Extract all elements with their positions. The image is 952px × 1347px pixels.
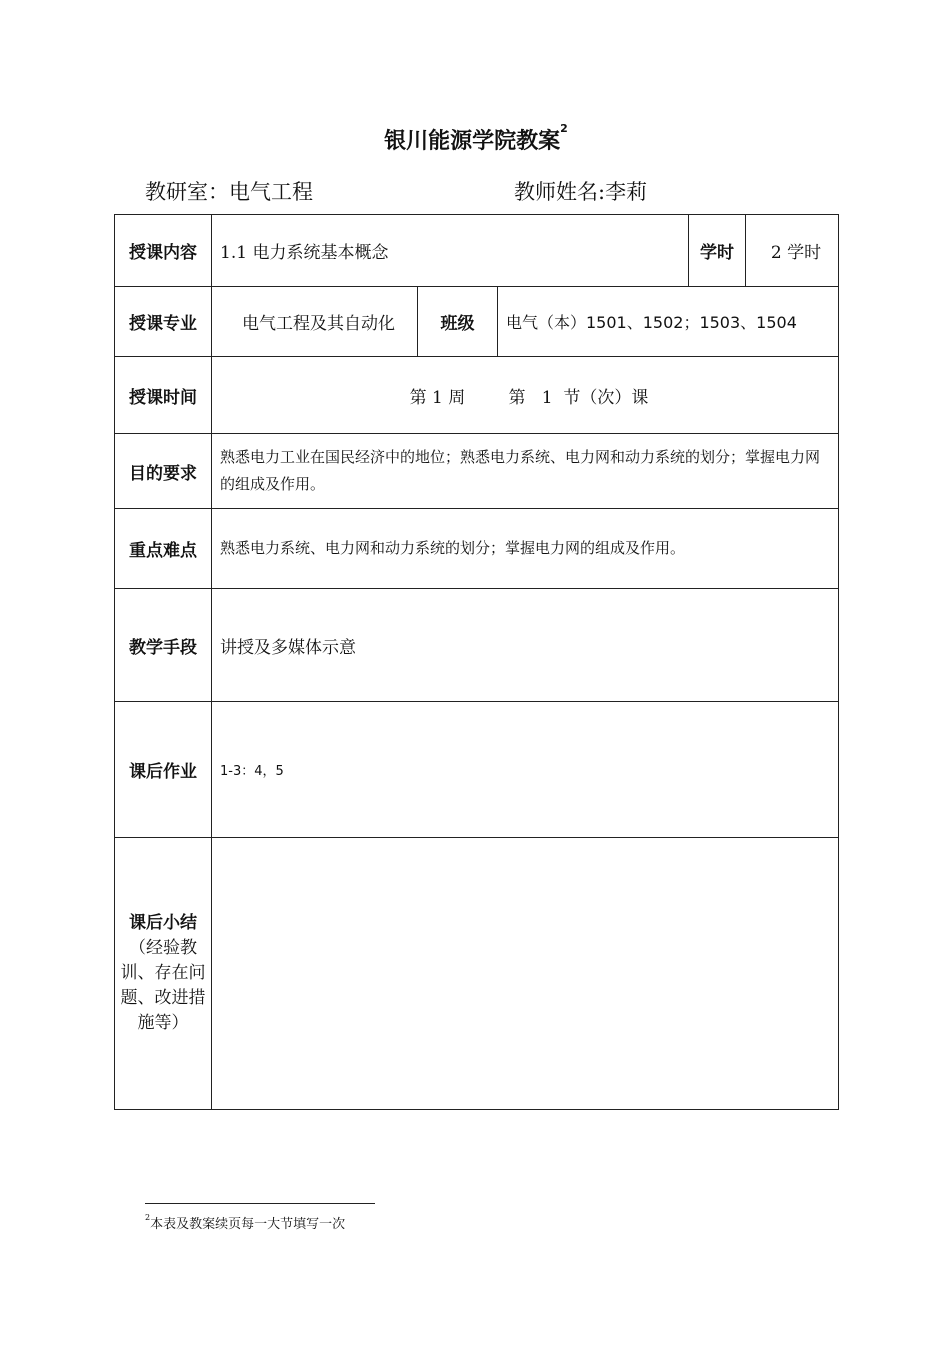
goal-value: 熟悉电力工业在国民经济中的地位；熟悉电力系统、电力网和动力系统的划分；掌握电力网的组成及作用。 [212, 434, 839, 509]
homework-label: 课后作业 [115, 702, 212, 838]
major-label: 授课专业 [115, 287, 212, 357]
method-label: 教学手段 [115, 589, 212, 702]
hours-value: 2 学时 [746, 215, 839, 287]
time-label: 授课时间 [115, 357, 212, 434]
class-value: 电气（本）1501、1502；1503、1504 [498, 287, 839, 357]
footnote-marker: 2 [560, 122, 568, 135]
goal-label: 目的要求 [115, 434, 212, 509]
table-row [115, 215, 839, 287]
homework-value: 1-3：4，5 [212, 702, 839, 838]
method-value: 讲授及多媒体示意 [212, 589, 839, 702]
table-row [115, 838, 839, 1110]
summary-label-cell [115, 838, 212, 1110]
table-row [115, 357, 839, 434]
key-value: 熟悉电力系统、电力网和动力系统的划分；掌握电力网的组成及作用。 [212, 509, 839, 589]
footnote-text: 本表及教案续页每一大节填写一次 [150, 1217, 346, 1232]
title-text: 银川能源学院教案 [384, 129, 561, 154]
table-row [115, 702, 839, 838]
lesson-plan-table [114, 214, 839, 1110]
footnote-divider [145, 1203, 375, 1204]
summary-note: （经验教训、存在问题、改进措施等） [120, 938, 206, 1033]
table-row [115, 509, 839, 589]
class-label: 班级 [418, 287, 498, 357]
summary-label: 课后小结 [129, 913, 197, 933]
table-row [115, 434, 839, 509]
content-value: 1.1 电力系统基本概念 [212, 215, 689, 287]
hours-label: 学时 [689, 215, 746, 287]
content-label: 授课内容 [115, 215, 212, 287]
key-label: 重点难点 [115, 509, 212, 589]
department-field: 教研室：电气工程 [145, 180, 313, 204]
table-row [115, 287, 839, 357]
document-title [0, 124, 952, 155]
footnote-mark: 2 [145, 1213, 151, 1222]
major-value: 电气工程及其自动化 [212, 287, 418, 357]
teacher-field: 教师姓名:李莉 [514, 180, 648, 204]
summary-value [212, 838, 839, 1110]
table-row [115, 589, 839, 702]
time-value: 第 1 周 第 1 节（次）课 [212, 357, 839, 434]
footnote [145, 1213, 345, 1232]
